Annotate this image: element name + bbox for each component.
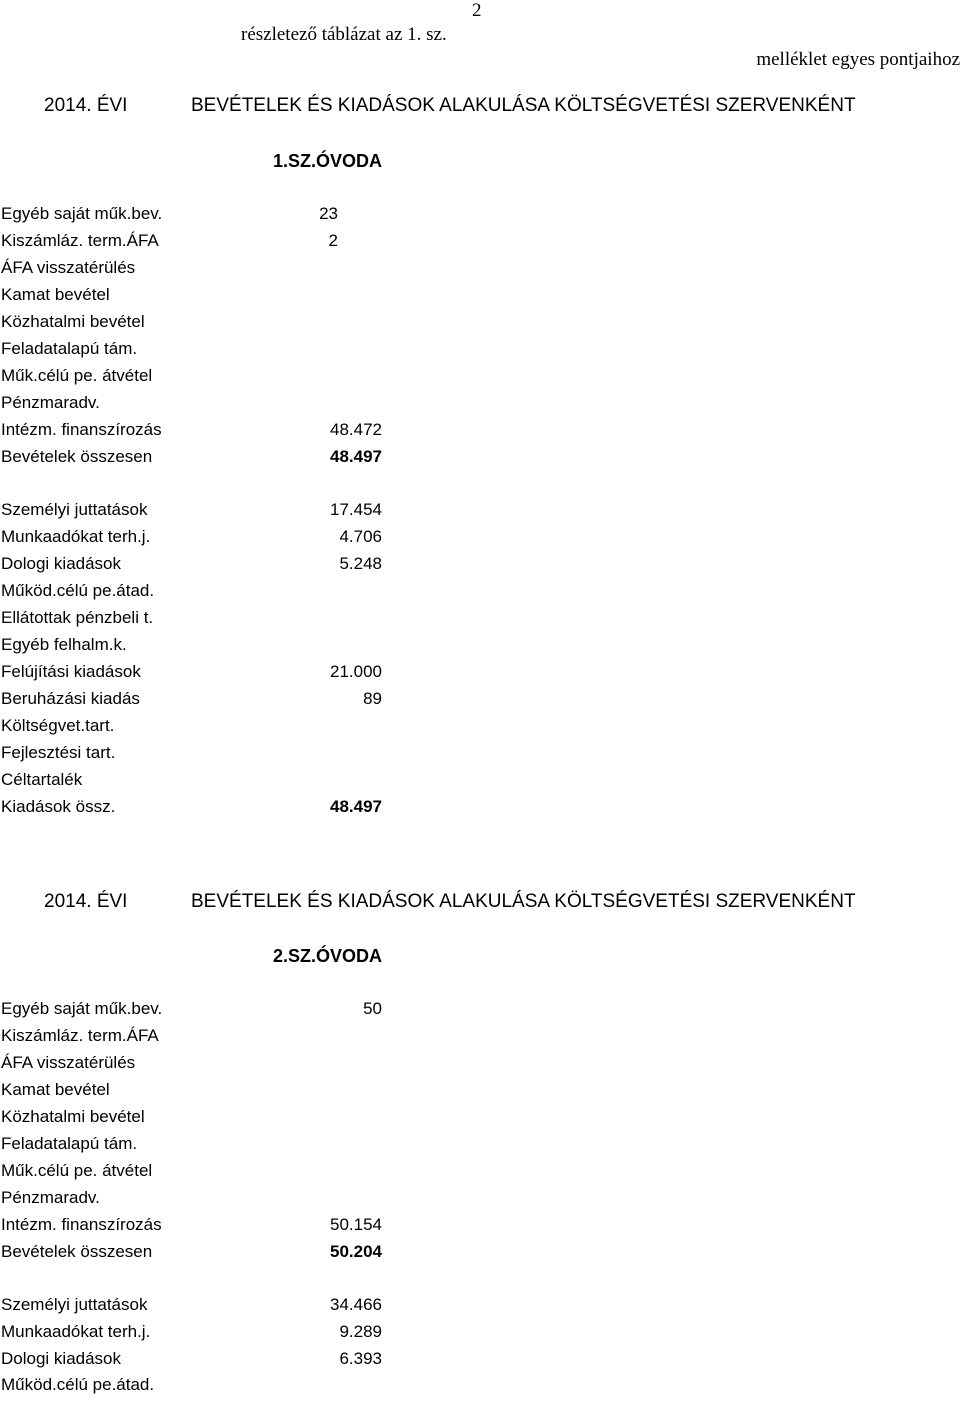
row-value: 48.497 — [330, 797, 382, 816]
row-label: Bevételek összesen — [1, 1242, 153, 1261]
row-label: Munkaadókat terh.j. — [1, 527, 151, 546]
table-row — [0, 716, 400, 743]
table-row — [0, 231, 400, 258]
table-row — [0, 1107, 400, 1134]
row-value: 89 — [363, 689, 382, 708]
row-value: 17.454 — [330, 500, 382, 519]
table-row — [0, 1215, 400, 1242]
row-value: 48.497 — [330, 447, 382, 466]
table-row — [0, 1080, 400, 1107]
row-label: Egyéb felhalm.k. — [1, 635, 127, 654]
table-row — [0, 1375, 400, 1402]
row-label: Kamat bevétel — [1, 1080, 110, 1099]
section-title: BEVÉTELEK ÉS KIADÁSOK ALAKULÁSA KÖLTSÉGVETÉSI SZERVENKÉNT — [191, 891, 856, 912]
row-label: Munkaadókat terh.j. — [1, 1322, 151, 1341]
table-row — [0, 999, 400, 1026]
table-row — [0, 1188, 400, 1215]
table-row — [0, 1026, 400, 1053]
row-label: Egyéb saját műk.bev. — [1, 999, 163, 1018]
table-row — [0, 258, 400, 285]
header-line-1: részletező táblázat az 1. sz. — [241, 24, 447, 45]
table-row — [0, 420, 400, 447]
row-label: Ellátottak pénzbeli t. — [1, 608, 154, 627]
row-value: 50.204 — [330, 1242, 382, 1261]
row-label: Kiszámláz. term.ÁFA — [1, 231, 159, 250]
section-title-row — [0, 891, 960, 915]
row-label: Pénzmaradv. — [1, 1188, 100, 1207]
row-label: Működ.célú pe.átad. — [1, 1375, 155, 1394]
row-value: 50 — [363, 999, 382, 1018]
row-label: Működ.célú pe.átad. — [1, 581, 155, 600]
row-label: Egyéb saját műk.bev. — [1, 204, 163, 223]
table-row — [0, 366, 400, 393]
row-label: Műk.célú pe. átvétel — [1, 1161, 153, 1180]
section-subtitle: 1.SZ.ÓVODA — [272, 151, 382, 171]
table-row — [0, 312, 400, 339]
table-row — [0, 662, 400, 689]
row-label: Fejlesztési tart. — [1, 743, 116, 762]
table-row — [0, 770, 400, 797]
row-label: Közhatalmi bevétel — [1, 1107, 145, 1126]
row-label: Intézm. finanszírozás — [1, 420, 162, 439]
row-label: Költségvet.tart. — [1, 716, 115, 735]
row-label: Dologi kiadások — [1, 554, 122, 573]
row-label: Közhatalmi bevétel — [1, 312, 145, 331]
row-value: 48.472 — [330, 420, 382, 439]
table-row — [0, 285, 400, 312]
table-row — [0, 527, 400, 554]
row-label: Bevételek összesen — [1, 447, 153, 466]
row-value: 34.466 — [330, 1295, 382, 1314]
row-label: Személyi juttatások — [1, 500, 148, 519]
table-row — [0, 500, 400, 527]
section-subtitle: 2.SZ.ÓVODA — [272, 946, 382, 966]
row-value: 5.248 — [339, 554, 382, 573]
row-label: Személyi juttatások — [1, 1295, 148, 1314]
table-row — [0, 1134, 400, 1161]
table-row — [0, 339, 400, 366]
section-title: BEVÉTELEK ÉS KIADÁSOK ALAKULÁSA KÖLTSÉGVETÉSI SZERVENKÉNT — [191, 95, 856, 116]
row-value: 6.393 — [339, 1349, 382, 1368]
row-label: Kiadások össz. — [1, 797, 116, 816]
row-label: Műk.célú pe. átvétel — [1, 366, 153, 385]
row-value: 4.706 — [339, 527, 382, 546]
table-row — [0, 1053, 400, 1080]
row-label: Intézm. finanszírozás — [1, 1215, 162, 1234]
row-label: ÁFA visszatérülés — [1, 258, 136, 277]
table-row — [0, 743, 400, 770]
row-label: Feladatalapú tám. — [1, 339, 138, 358]
row-value: 9.289 — [339, 1322, 382, 1341]
table-row-total — [0, 1242, 400, 1269]
row-label: Feladatalapú tám. — [1, 1134, 138, 1153]
section-year: 2014. ÉVI — [44, 891, 128, 912]
table-row — [0, 1161, 400, 1188]
table-row — [0, 204, 400, 231]
section-year: 2014. ÉVI — [44, 95, 128, 116]
row-label: Felújítási kiadások — [1, 662, 141, 681]
row-value: 2 — [328, 231, 338, 250]
section-title-row — [0, 95, 960, 119]
row-label: Kiszámláz. term.ÁFA — [1, 1026, 159, 1045]
row-label: Kamat bevétel — [1, 285, 110, 304]
table-row — [0, 393, 400, 420]
header-line-2: melléklet egyes pontjaihoz — [756, 49, 960, 70]
page-number: 2 — [472, 0, 482, 21]
table-row — [0, 554, 400, 581]
row-value: 23 — [319, 204, 338, 223]
table-row — [0, 1322, 400, 1349]
table-row — [0, 581, 400, 608]
row-label: Dologi kiadások — [1, 1349, 122, 1368]
table-row — [0, 608, 400, 635]
table-row — [0, 689, 400, 716]
row-label: Céltartalék — [1, 770, 83, 789]
table-row — [0, 1349, 400, 1376]
table-row — [0, 1295, 400, 1322]
row-label: Beruházási kiadás — [1, 689, 140, 708]
table-row-total — [0, 797, 400, 824]
table-row — [0, 635, 400, 662]
table-row-total — [0, 447, 400, 474]
row-value: 21.000 — [330, 662, 382, 681]
row-label: Pénzmaradv. — [1, 393, 100, 412]
row-label: ÁFA visszatérülés — [1, 1053, 136, 1072]
row-value: 50.154 — [330, 1215, 382, 1234]
